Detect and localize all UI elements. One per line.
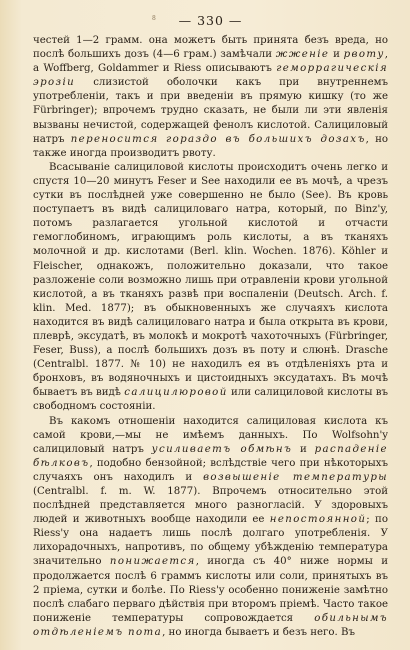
spaced-emphasis-text: жженіе [275,49,330,61]
printer-mark: 8 [152,15,156,22]
paragraph-text: слизистой оболочки какъ при внутреннемъ употребленіи, такъ и при введеніи въ прямую кишку (то же Fürbringer); впрочемъ трудно сказать, не были ли эти явленія вызваны нечистой, содержащей фенолъ кислотой. Салициловый натръ [33,77,388,145]
paragraph-text: , подобно бензойной; вслѣдствіе чего при нѣкоторыхъ случаяхъ онъ находилъ и [33,457,388,483]
paragraph-text: или салициловой кислоты въ свободномъ состояніи. [33,387,388,413]
spaced-emphasis-text: усиливаетъ обмѣнъ [151,443,293,455]
paragraph [33,34,388,161]
page-number: — 330 — [178,13,243,28]
spaced-emphasis-text: рвоту [343,49,385,61]
paragraph-text: ; по Riess'y она надаетъ лишь послѣ долгаго употребленія. У лихорадочныхъ, напротивъ, по общему убѣжденію температура значительно [33,514,388,568]
spaced-emphasis-text: понижается [109,556,196,568]
paragraph-text: , но также иногда производитъ рвоту. [33,133,388,159]
paragraph [33,161,388,415]
spaced-emphasis-text: распаденіе бѣлковъ [33,443,388,469]
paragraph-text: и [329,49,344,61]
paragraph-text: (Centralbl. f. m. W. 1877). Впрочемъ относительно этой послѣдней представляется много разногласій. У здоровыхъ людей и животныхъ вообще находили ее [33,486,388,526]
spaced-emphasis-text: возвышеніе температуры [203,471,388,483]
spaced-emphasis-text: геморрагическія эрозіи [33,63,388,89]
spaced-emphasis-text: обильнымъ отдѣленіемъ пота [33,612,388,638]
spaced-emphasis-text: непостоянной [269,514,367,526]
paragraph-text: , иногда съ 40° ниже нормы и продолжается послѣ 6 граммъ кислоты или соли, принятыхъ въ 2 пріема, сутки и болѣе. По Riess'y особенно пониженіе замѣтно послѣ слабаго перваго дѣйствія при второмъ пріемѣ. Часто такое пониженіе температуры сопровождается [33,556,388,624]
paragraph-text: и [292,443,315,455]
paragraph-text: Въ какомъ отношеніи находится салициловая кислота къ самой крови,—мы не имѣемъ данныхъ. По Wolfsohn'y салициловый натръ [33,415,388,455]
spaced-emphasis-text: переносится гораздо въ большихъ дозахъ [70,133,366,145]
paragraph-text: Всасываніе салициловой кислоты происходитъ очень легко и спустя 10—20 минутъ Feser и See находили ее въ мочѣ, а чрезъ сутки въ послѣдней уже совершенно не было (See). Въ кровь поступаетъ въ видѣ салициловаго натра, который, по Binz'y, потомъ разлагается угольной кислотой и отчасти гемоглобиномъ, играющимъ роль кислоты, а въ тканяхъ молочной и др. кислотами (Berl. klin. Wochen. 1876). Köhler и Fleischer, однакожъ, положительно доказали, что такое разложеніе соли возможно лишь при отравленіи крови угольной кислотой, а въ тканяхъ развѣ при воспаленіи (Deutsch. Arch. f. klin. Med. 1877); въ обыкновенныхъ же случаяхъ кислота находится въ видѣ салициловаго натра и была открыта въ крови, плеврѣ, эксудатѣ, въ молокѣ и мокротѣ чахоточныхъ (Fürbringer, Feser, Buss), а послѣ большихъ дозъ въ поту и слюнѣ. Drasche (Centralbl. 1877. № 10) не находилъ ея въ отдѣленіяхъ рта и бронховъ, въ водяночныхъ и цистоидныхъ эксудатахъ. Въ мочѣ бываетъ въ видѣ [33,161,388,399]
body-text [33,34,388,640]
paragraph-text: , но иногда бываетъ и безъ него. Въ [162,626,355,638]
spaced-emphasis-text: салицилюровой [124,387,228,399]
paragraph-text: честей 1—2 грамм. она можетъ быть принята безъ вреда, но послѣ большихъ дозъ (4—6 грам.) замѣчали [33,35,388,61]
paragraph-text: , а Woffberg, Goldammer и Riess описываютъ [33,49,388,75]
paragraph [33,415,388,641]
